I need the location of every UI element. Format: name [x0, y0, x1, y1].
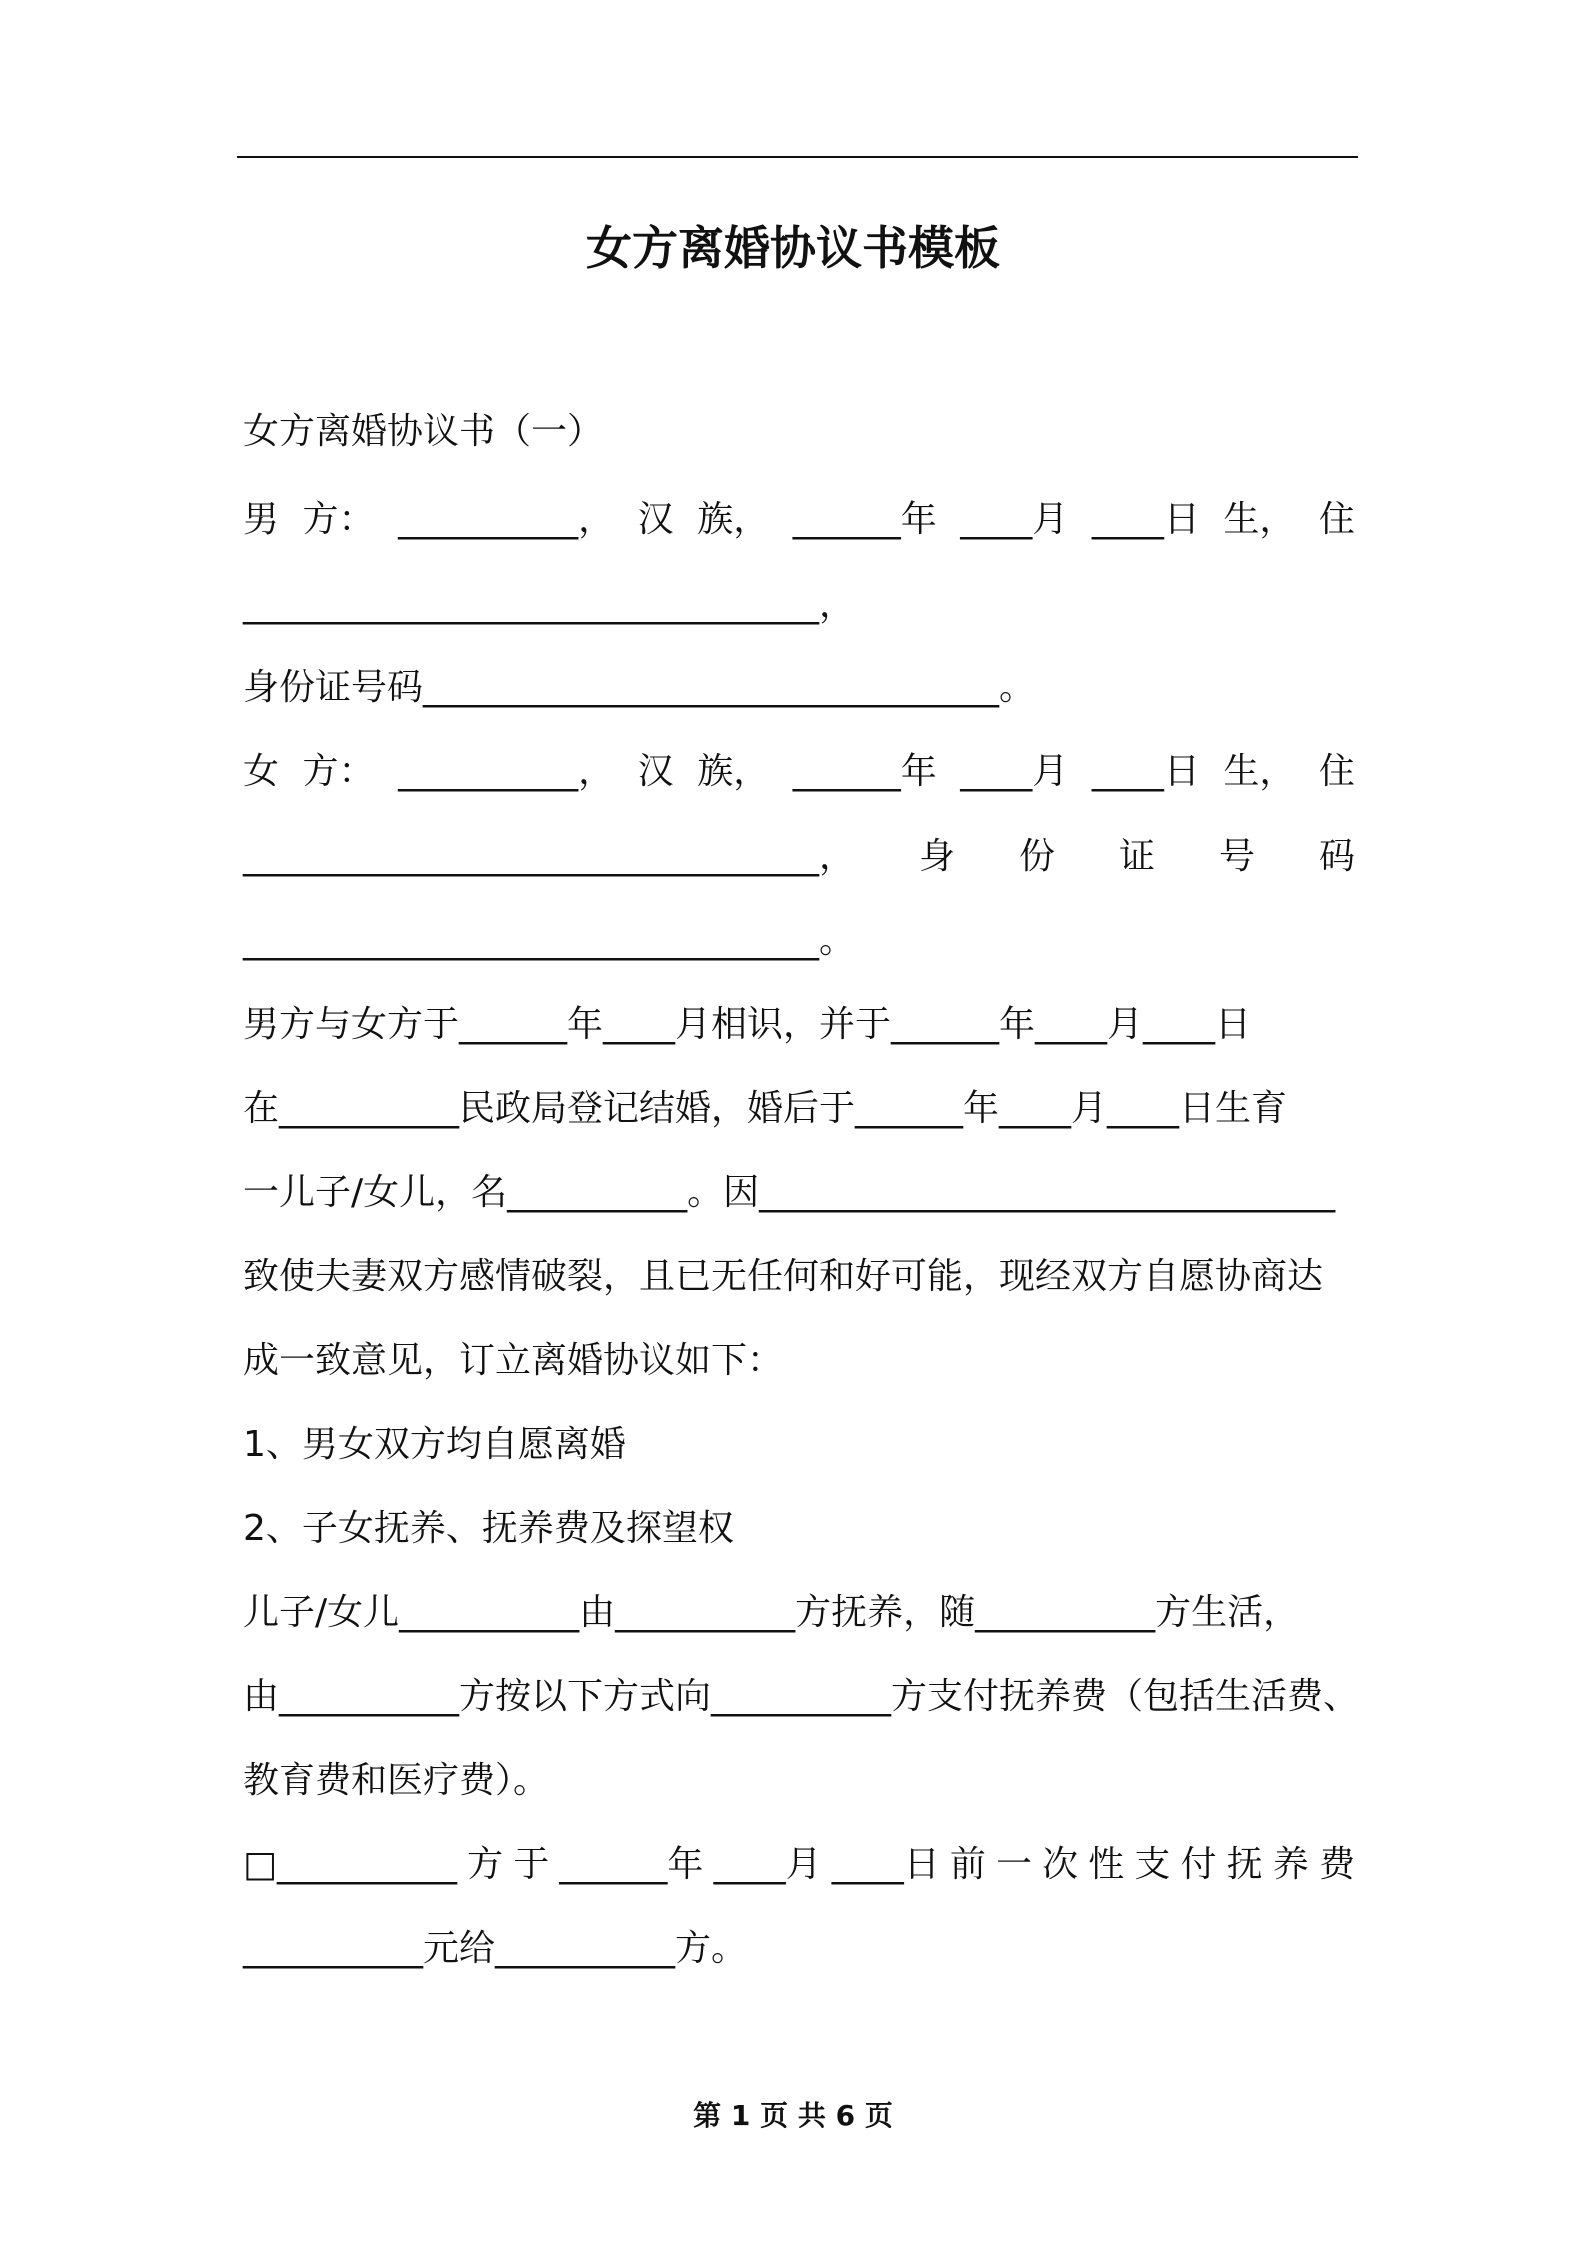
female-address-part: 份: [1018, 836, 1055, 877]
custody-line: 由__________方按以下方式向__________方支付抚养费（包括生活费、: [243, 1676, 1360, 1717]
paragraph-line: 男方与女方于______年____月相识，并于______年____月____日: [243, 1004, 1252, 1045]
paragraph-line: 致使夫妻双方感情破裂，且已无任何和好可能，现经双方自愿协商达: [243, 1256, 1324, 1297]
option-part: □__________: [243, 1844, 458, 1885]
option-part: ____日: [831, 1844, 940, 1885]
male-info-part: 族，: [697, 499, 770, 540]
female-address-id-line: [243, 832, 1355, 882]
male-address-line: ________________________________，: [243, 584, 855, 625]
female-address-part: 码: [1318, 836, 1355, 877]
male-info-part: 住: [1318, 499, 1355, 540]
option-part: 性: [1088, 1844, 1125, 1885]
page-footer: 第 1 页 共 6 页: [693, 2099, 893, 2132]
male-info-part: ______年: [792, 499, 937, 540]
clause-2: 2、子女抚养、抚养费及探望权: [243, 1508, 734, 1549]
male-info-part: ____日: [1091, 499, 1200, 540]
option-part: 前: [949, 1844, 986, 1885]
paragraph-line: 在__________民政局登记结婚，婚后于______年____月____日生育: [243, 1088, 1288, 1129]
female-info-part: 生，: [1223, 751, 1296, 792]
custody-line: 儿子/女儿__________由__________方抚养，随__________方生活，: [243, 1592, 1300, 1633]
female-info-part: 族，: [697, 751, 770, 792]
female-address-part: ________________________________，: [243, 836, 855, 877]
section-title: 女方离婚协议书（一）: [243, 411, 604, 452]
female-address-part: 号: [1218, 836, 1255, 877]
female-info-line: [243, 747, 1355, 797]
male-info-part: 方：: [302, 499, 375, 540]
document-title: 女方离婚协议书模板: [586, 221, 1000, 275]
female-id-line: ________________________________。: [243, 920, 855, 961]
female-info-part: ____月: [960, 751, 1069, 792]
male-info-part: 汉: [637, 499, 674, 540]
male-info-part: ____月: [960, 499, 1069, 540]
female-info-part: ____日: [1091, 751, 1200, 792]
lump-sum-option-line-2: __________元给__________方。: [243, 1928, 748, 1969]
female-info-part: ______年: [792, 751, 937, 792]
male-id-line: 身份证号码________________________________。: [243, 667, 1036, 708]
custody-line: 教育费和医疗费）。: [243, 1760, 550, 1801]
female-info-part: 女: [243, 751, 280, 792]
option-part: 抚: [1226, 1844, 1263, 1885]
option-part: ______年: [559, 1844, 704, 1885]
female-address-part: 证: [1118, 836, 1155, 877]
option-part: 费: [1318, 1844, 1355, 1885]
clause-1: 1、男女双方均自愿离婚: [243, 1424, 626, 1465]
option-part: 一: [995, 1844, 1032, 1885]
male-info-part: 男: [243, 499, 280, 540]
male-info-line: [243, 495, 1355, 545]
header-rule: [237, 156, 1358, 158]
female-info-part: 方：: [302, 751, 375, 792]
option-part: 方: [467, 1844, 504, 1885]
option-part: ____月: [713, 1844, 822, 1885]
option-part: 于: [513, 1844, 550, 1885]
paragraph-line: 一儿子/女儿，名__________。因________________________________: [243, 1172, 1336, 1213]
female-address-part: 身: [918, 836, 955, 877]
option-part: 次: [1042, 1844, 1079, 1885]
option-part: 支: [1134, 1844, 1171, 1885]
male-info-part: __________，: [398, 499, 615, 540]
female-info-part: 汉: [637, 751, 674, 792]
paragraph-line: 成一致意见，订立离婚协议如下：: [243, 1340, 784, 1381]
option-part: 付: [1180, 1844, 1217, 1885]
female-info-part: __________，: [398, 751, 615, 792]
option-part: 养: [1272, 1844, 1309, 1885]
female-info-part: 住: [1318, 751, 1355, 792]
lump-sum-option-line: [243, 1840, 1355, 1890]
male-info-part: 生，: [1223, 499, 1296, 540]
